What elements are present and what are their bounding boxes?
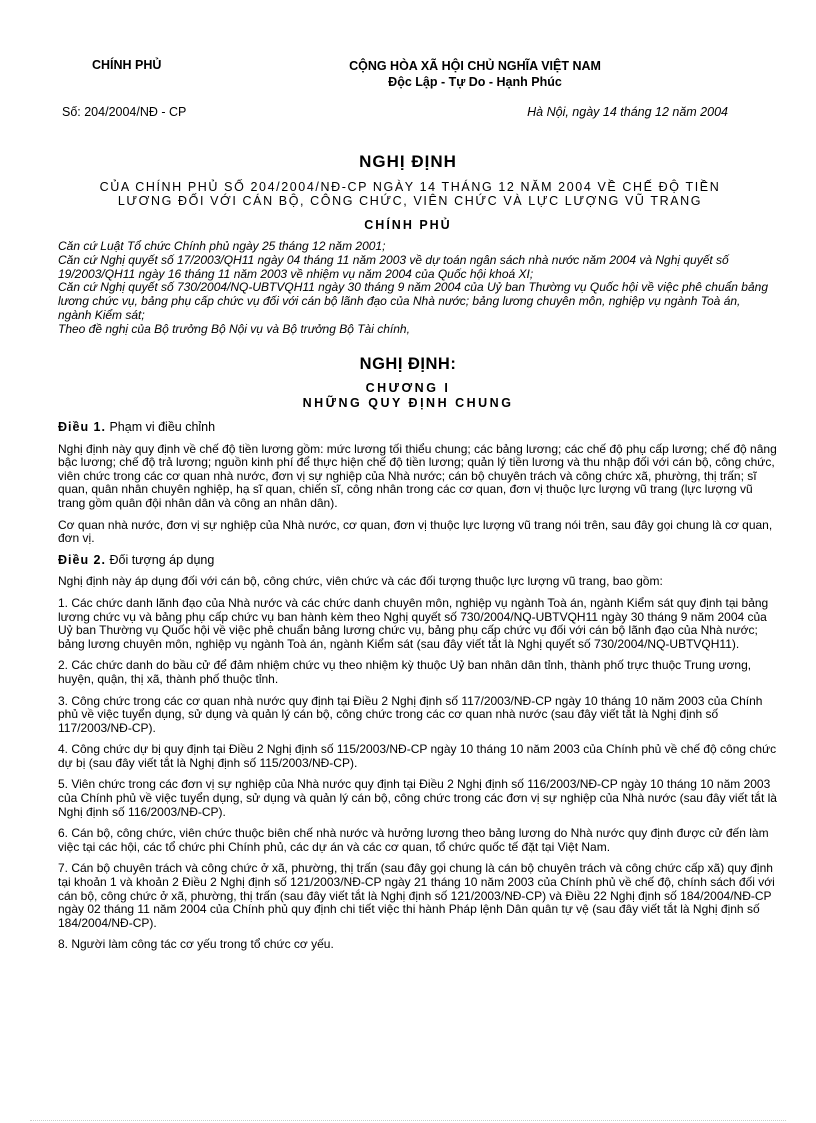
- chapter-number: CHƯƠNG I: [365, 381, 451, 395]
- legal-basis: [58, 240, 768, 337]
- document-body: [58, 421, 780, 960]
- chapter-heading: [0, 381, 816, 411]
- decree-heading: NGHỊ ĐỊNH:: [359, 355, 457, 373]
- article-1-heading: [58, 421, 780, 435]
- basis-line: Căn cứ Nghị quyết số 730/2004/NQ-UBTVQH11 ngày 30 tháng 9 năm 2004 của Uỷ ban Thường vụ Quốc hội về việc phê chuẩn bảng lương chức vụ, bảng phụ cấp chức vụ đối với cán bộ lãnh đạo của Nhà nước; bảng lương chuyên môn, nghiệp vụ ngành Toà án, ngành Kiểm sát;: [58, 280, 769, 322]
- paragraph: Nghị định này áp dụng đối với cán bộ, công chức, viên chức và các đối tượng thuộc lực lượng vũ trang, bao gồm:: [58, 574, 663, 589]
- basis-line: Căn cứ Luật Tổ chức Chính phủ ngày 25 tháng 12 năm 2001;: [58, 239, 386, 253]
- national-motto: Độc Lập - Tự Do - Hạnh Phúc: [388, 75, 562, 89]
- basis-line: Căn cứ Nghị quyết số 17/2003/QH11 ngày 04 tháng 11 năm 2003 về dự toán ngân sách nhà nước năm 2004 và Nghị quyết số 19/2003/QH11 ngày 16 tháng 11 năm 2003 về nhiệm vụ năm 2004 của Quốc hội khoá XI;: [58, 252, 729, 281]
- list-item: 8. Người làm công tác cơ yếu trong tổ chức cơ yếu.: [58, 937, 334, 952]
- list-item: 3. Công chức trong các cơ quan nhà nước quy định tại Điều 2 Nghị định số 117/2003/NĐ-CP ngày 10 tháng 10 năm 2003 của Chính phủ về việc tuyển dụng, sử dụng và quản lý cán bộ, công chức trong các cơ quan nhà nước (sau đây viết tắt là Nghị định số 117/2003/NĐ-CP).: [58, 693, 763, 735]
- document-subtitle: CỦA CHÍNH PHỦ SỐ 204/2004/NĐ-CP NGÀY 14 THÁNG 12 NĂM 2004 VỀ CHẾ ĐỘ TIỀN LƯƠNG ĐỐI VỚI CÁN BỘ, CÔNG CHỨC, VIÊN CHỨC VÀ LỰC LƯỢNG VŨ TRANG: [99, 180, 721, 208]
- article-title: Đối tượng áp dụng: [106, 552, 215, 567]
- article-2-heading: [58, 554, 780, 568]
- list-item: 4. Công chức dự bị quy định tại Điều 2 Nghị định số 115/2003/NĐ-CP ngày 10 tháng 10 năm 2003 của Chính phủ về chế độ công chức dự bị (sau đây viết tắt là Nghị định số 115/2003/NĐ-CP).: [58, 742, 777, 770]
- list-item: 2. Các chức danh do bầu cử để đảm nhiệm chức vụ theo nhiệm kỳ thuộc Uỷ ban nhân dân tỉnh, thành phố trực thuộc Trung ương, huyện, quận, thị xã, thành phố thuộc tỉnh.: [58, 658, 752, 686]
- nation-name: CỘNG HÒA XÃ HỘI CHỦ NGHĨA VIỆT NAM: [349, 59, 601, 73]
- page-divider: [30, 1120, 786, 1121]
- issuer-heading: CHÍNH PHỦ: [364, 218, 452, 232]
- issuing-agency: CHÍNH PHỦ: [92, 58, 162, 72]
- article-title: Phạm vi điều chỉnh: [106, 420, 216, 434]
- list-item: 6. Cán bộ, công chức, viên chức thuộc biên chế nhà nước và hưởng lương theo bảng lương do Nhà nước quy định được cử đến làm việc tại các hội, các tổ chức phi Chính phủ, các dự án và các cơ quan, tổ chức quốc tế đặt tại Việt Nam.: [58, 826, 769, 854]
- basis-line: Theo đề nghị của Bộ trưởng Bộ Nội vụ và Bộ trưởng Bộ Tài chính,: [58, 321, 410, 336]
- paragraph: Nghị định này quy định về chế độ tiền lương gồm: mức lương tối thiểu chung; các bảng lương; các chế độ phụ cấp lương; chế độ nâng bậc lương; chế độ trả lương; nguồn kinh phí để thực hiện chế độ tiền lương; quản lý tiền lương và thu nhập đối với cán bộ, công chức, viên chức trong các cơ quan nhà nước, đơn vị sự nghiệp của Nhà nước; cán bộ chuyên trách và công chức xã, phường, thị trấn; sĩ quan, quân nhân chuyên nghiệp, hạ sĩ quan, chiến sĩ, công nhân trong các cơ quan, đơn vị thuộc lực lượng vũ trang (lực lượng vũ trang gồm quân đội nhân dân và công an nhân dân).: [58, 441, 777, 510]
- list-item: 5. Viên chức trong các đơn vị sự nghiệp của Nhà nước quy định tại Điều 2 Nghị định số 116/2003/NĐ-CP ngày 10 tháng 10 năm 2003 của Chính phủ về việc tuyển dụng, sử dụng và quản lý cán bộ, công chức trong các đơn vị sự nghiệp của Nhà nước (sau đây viết tắt là Nghị định số 116/2003/NĐ-CP).: [58, 777, 777, 819]
- article-label: Điều 2.: [58, 552, 106, 567]
- list-item: 1. Các chức danh lãnh đạo của Nhà nước và các chức danh chuyên môn, nghiệp vụ ngành Toà án, ngành Kiểm sát quy định tại bảng lương chức vụ và bảng phụ cấp chức vụ ban hành kèm theo Nghị quyết số 730/2004/NQ-UBTVQH11 ngày 30 tháng 9 năm 2004 của Uỷ ban Thường vụ Quốc hội về việc phê chuẩn bảng lương chức vụ, bảng phụ cấp chức vụ đối với cán bộ lãnh đạo của Nhà nước; bảng lương chuyên môn, nghiệp vụ ngành Toà án, ngành Kiểm sát (sau đây viết tắt là Nghị quyết số 730/2004/NQ-UBTVQH11).: [58, 595, 769, 651]
- issue-date: Hà Nội, ngày 14 tháng 12 năm 2004: [527, 105, 728, 119]
- list-item: 7. Cán bộ chuyên trách và công chức ở xã, phường, thị trấn (sau đây gọi chung là cán bộ chuyên trách và công chức cấp xã) quy định tại khoản 1 và khoản 2 Điều 2 Nghị định số 121/2003/NĐ-CP ngày 21 tháng 10 năm 2003 của Chính phủ về chế độ, chính sách đối với cán bộ, công chức ở xã, phường, thị trấn (sau đây viết tắt là Nghị định số 121/2003/NĐ-CP) và Điều 22 Nghị định số 184/2004/NĐ-CP ngày 02 tháng 11 năm 2004 của Chính phủ quy định chi tiết việc thi hành Pháp lệnh Dân quân tự vệ (sau đây viết tắt là Nghị định số 184/2004/NĐ-CP).: [58, 861, 775, 930]
- article-label: Điều 1.: [58, 420, 106, 434]
- paragraph: Cơ quan nhà nước, đơn vị sự nghiệp của Nhà nước, cơ quan, đơn vị thuộc lực lượng vũ trang nói trên, sau đây gọi chung là cơ quan, đơn vị.: [58, 517, 773, 546]
- document-number: Số: 204/2004/NĐ - CP: [62, 105, 187, 119]
- chapter-name: NHỮNG QUY ĐỊNH CHUNG: [302, 396, 514, 410]
- national-title-block: [300, 58, 650, 90]
- document-title: NGHỊ ĐỊNH: [359, 152, 457, 171]
